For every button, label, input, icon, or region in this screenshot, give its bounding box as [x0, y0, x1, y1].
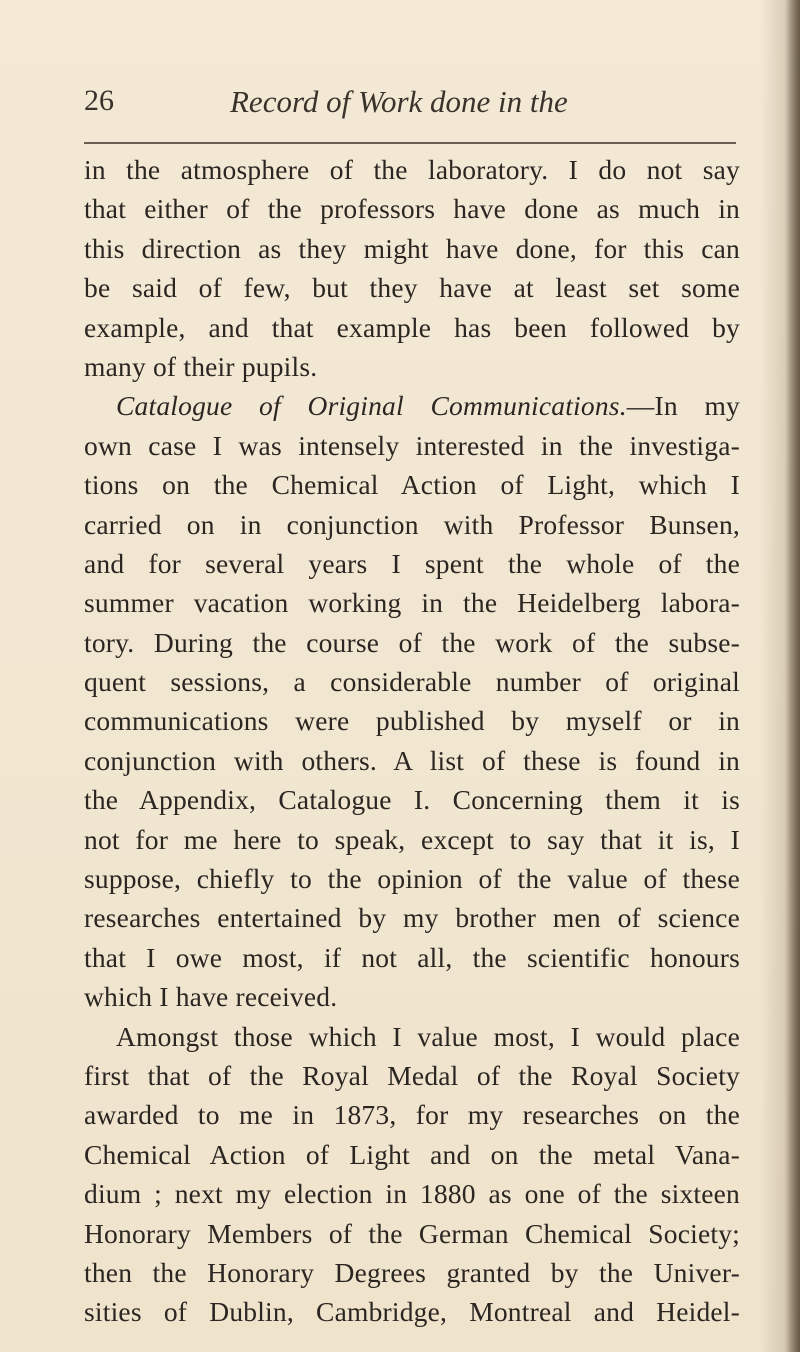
text-line: carried on in conjunction with Professor Bunsen,: [84, 508, 740, 540]
text-line: dium ; next my election in 1880 as one of the sixteen: [84, 1178, 740, 1210]
page-edge-shadow: [786, 0, 800, 1352]
text-line: be said of few, but they have at least set some: [84, 272, 740, 304]
text-line: awarded to me in 1873, for my researches on the: [84, 1099, 740, 1131]
text-line: and for several years I spent the whole of the: [84, 547, 740, 579]
section-heading: Catalogue of Original Communications.: [116, 390, 627, 422]
text-line: first that of the Royal Medal of the Royal Society: [84, 1059, 740, 1091]
text-line: many of their pupils.: [84, 350, 318, 382]
text-line: own case I was intensely interested in the investiga-: [84, 429, 740, 461]
text-line: researches entertained by my brother men of science: [84, 902, 740, 934]
text-line: quent sessions, a considerable number of original: [84, 666, 740, 698]
header-rule: [84, 142, 736, 144]
text-line: then the Honorary Degrees granted by the Univer-: [84, 1256, 740, 1288]
text-line: summer vacation working in the Heidelberg labora-: [84, 587, 740, 619]
text-line: Amongst those which I value most, I would place: [116, 1020, 740, 1052]
text-line: conjunction with others. A list of these is found in: [84, 744, 740, 776]
page-number: 26: [84, 84, 114, 117]
text-line: Chemical Action of Light and on the metal Vana-: [84, 1138, 740, 1170]
text-line: this direction as they might have done, for this can: [84, 232, 740, 264]
text-line: the Appendix, Catalogue I. Concerning them it is: [84, 784, 740, 816]
text-fragment: —In my: [626, 390, 740, 422]
text-line: that I owe most, if not all, the scientific honours: [84, 941, 740, 973]
text-line: tory. During the course of the work of the subse-: [84, 626, 740, 658]
body-text: [84, 150, 740, 1332]
text-line: sities of Dublin, Cambridge, Montreal and Heidel-: [84, 1296, 740, 1328]
section-heading-line: [84, 386, 740, 425]
running-head-title: Record of Work done in the: [230, 84, 568, 119]
text-line: which I have received.: [84, 981, 338, 1013]
text-line: Honorary Members of the German Chemical Society;: [84, 1217, 740, 1249]
text-line: in the atmosphere of the laboratory. I do not say: [84, 154, 740, 185]
text-line: suppose, chiefly to the opinion of the value of these: [84, 863, 740, 895]
text-line: example, and that example has been followed by: [84, 311, 740, 343]
text-line: that either of the professors have done as much in: [84, 193, 740, 225]
text-line: not for me here to speak, except to say that it is, I: [84, 823, 740, 855]
text-line: communications were published by myself or in: [84, 705, 740, 737]
running-head: [84, 78, 744, 122]
text-line: tions on the Chemical Action of Light, which I: [84, 469, 740, 501]
